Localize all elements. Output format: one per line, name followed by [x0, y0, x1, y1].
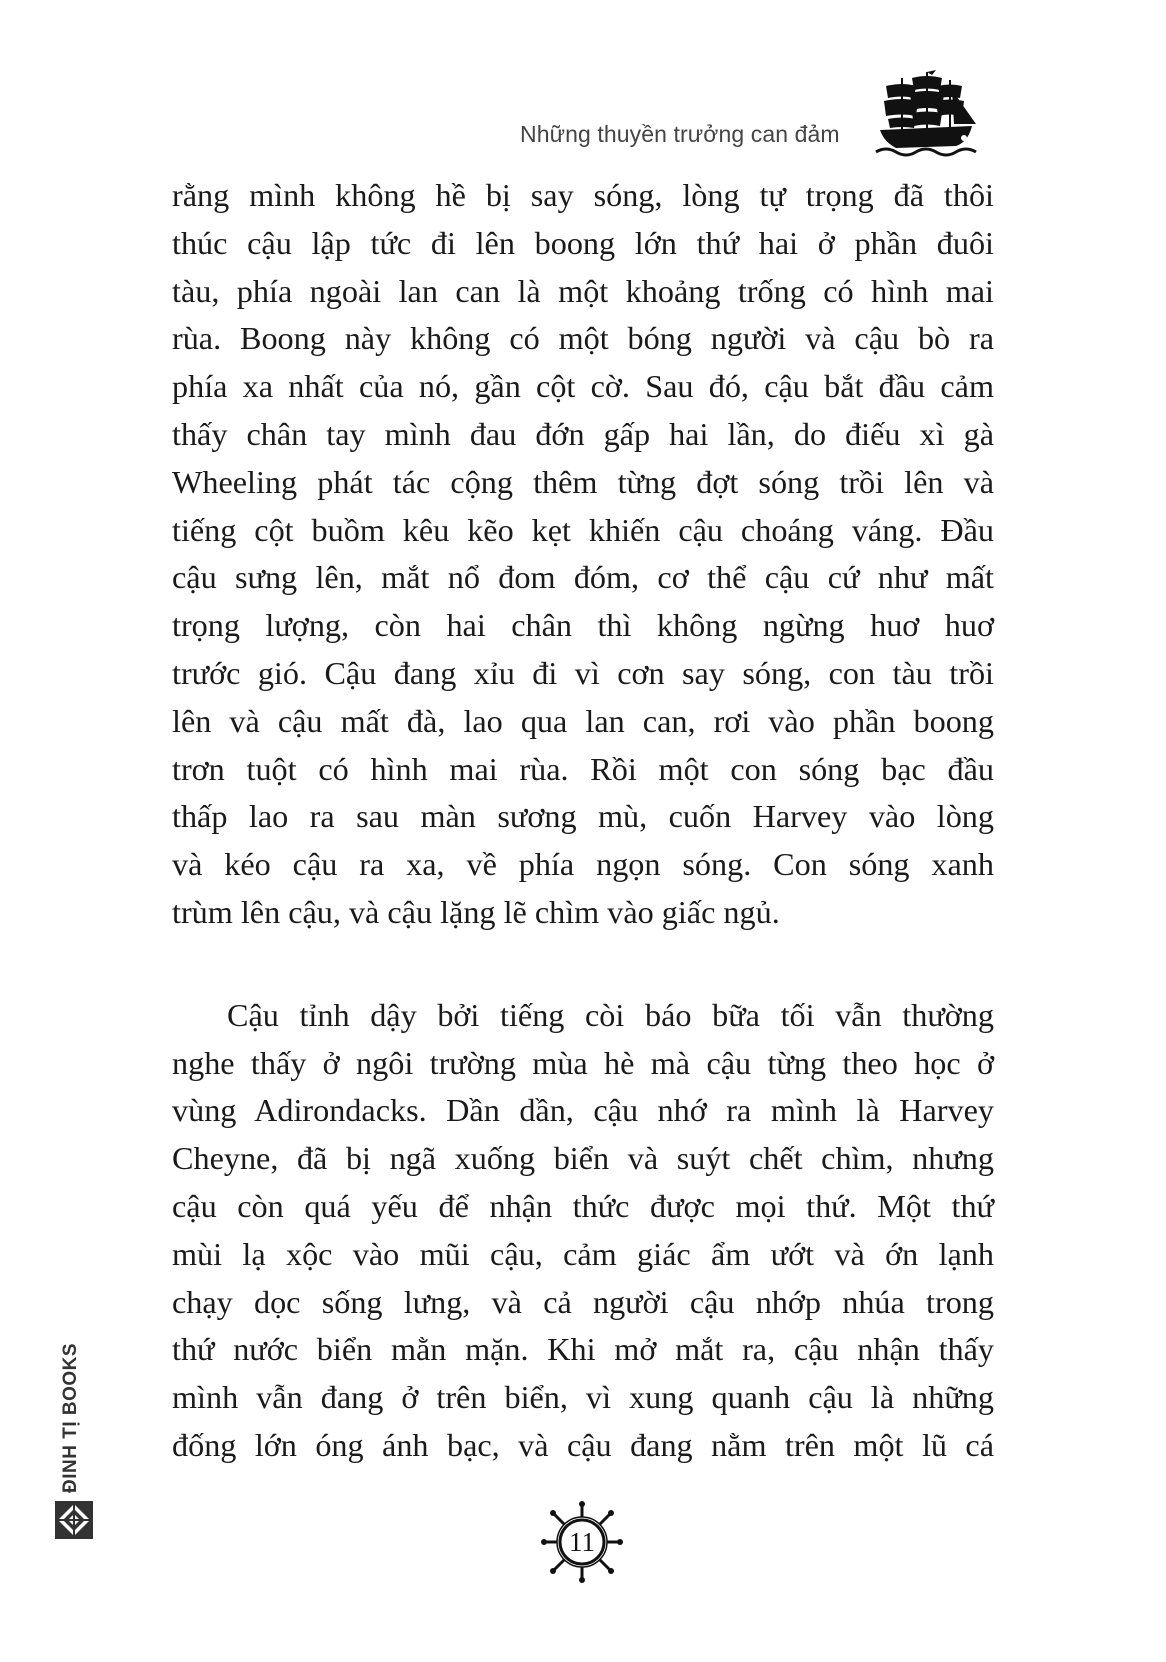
text-line: trơn tuột có hình mai rùa. Rồi một con sóng bạc đầu	[172, 750, 994, 787]
text-line: thứ nước biển mằn mặn. Khi mở mắt ra, cậu nhận thấy	[172, 1331, 994, 1368]
page-number: 11	[569, 1526, 595, 1557]
text-line: và kéo cậu ra xa, về phía ngọn sóng. Con sóng xanh	[172, 846, 994, 883]
body-text	[172, 172, 994, 1470]
paragraph-1	[172, 172, 994, 937]
text-line: trọng lượng, còn hai chân thì không ngừng huơ huơ	[172, 607, 994, 644]
publisher-logo-icon	[54, 1500, 94, 1540]
text-line: phía xa nhất của nó, gần cột cờ. Sau đó, cậu bắt đầu cảm	[172, 368, 994, 405]
text-line: Wheeling phát tác cộng thêm từng đợt sóng trồi lên và	[172, 463, 994, 500]
text-line: rằng mình không hề bị say sóng, lòng tự trọng đã thôi	[172, 177, 994, 213]
running-header-title: Những thuyền trưởng can đảm	[520, 121, 840, 147]
text-line: mình vẫn đang ở trên biển, vì xung quanh cậu là những	[172, 1379, 994, 1416]
publisher-logo	[52, 1342, 96, 1538]
text-line: rùa. Boong này không có một bóng người và cậu bò ra	[172, 320, 994, 357]
text-line: đống lớn óng ánh bạc, và cậu đang nằm trên một lũ cá	[172, 1426, 994, 1463]
text-line: cậu còn quá yếu để nhận thức được mọi thứ. Một thứ	[172, 1187, 994, 1224]
text-line: Cheyne, đã bị ngã xuống biển và suýt chết chìm, nhưng	[172, 1140, 994, 1177]
text-line: tiếng cột buồm kêu kẽo kẹt khiến cậu choáng váng. Đầu	[172, 511, 994, 548]
text-line: trùm lên cậu, và cậu lặng lẽ chìm vào giấc ngủ.	[172, 893, 780, 930]
text-line: Cậu tỉnh dậy bởi tiếng còi báo bữa tối vẫn thường	[227, 996, 994, 1033]
text-line: thấp lao ra sau màn sương mù, cuốn Harvey vào lòng	[172, 798, 994, 835]
publisher-name: ĐINH TỊ BOOKS	[60, 1342, 81, 1493]
ship-icon	[872, 68, 980, 160]
text-line: thấy chân tay mình đau đớn gấp hai lần, do điếu xì gà	[172, 415, 994, 452]
page-number-ornament	[540, 1500, 624, 1584]
text-line: chạy dọc sống lưng, và cả người cậu nhớp nhúa trong	[172, 1283, 994, 1320]
paragraph-2	[172, 992, 994, 1470]
text-line: nghe thấy ở ngôi trường mùa hè mà cậu từng theo học ở	[172, 1044, 994, 1081]
text-line: vùng Adirondacks. Dần dần, cậu nhớ ra mình là Harvey	[172, 1092, 994, 1129]
text-line: trước gió. Cậu đang xỉu đi vì cơn say sóng, con tàu trồi	[172, 654, 994, 691]
text-line: thúc cậu lập tức đi lên boong lớn thứ hai ở phần đuôi	[172, 224, 994, 261]
text-line: tàu, phía ngoài lan can là một khoảng trống có hình mai	[172, 272, 994, 309]
text-line: mùi lạ xộc vào mũi cậu, cảm giác ẩm ướt và ớn lạnh	[172, 1235, 994, 1272]
text-line: lên và cậu mất đà, lao qua lan can, rơi vào phần boong	[172, 702, 994, 739]
text-line: cậu sưng lên, mắt nổ đom đóm, cơ thể cậu cứ như mất	[172, 559, 994, 596]
paragraph-gap	[172, 937, 994, 992]
